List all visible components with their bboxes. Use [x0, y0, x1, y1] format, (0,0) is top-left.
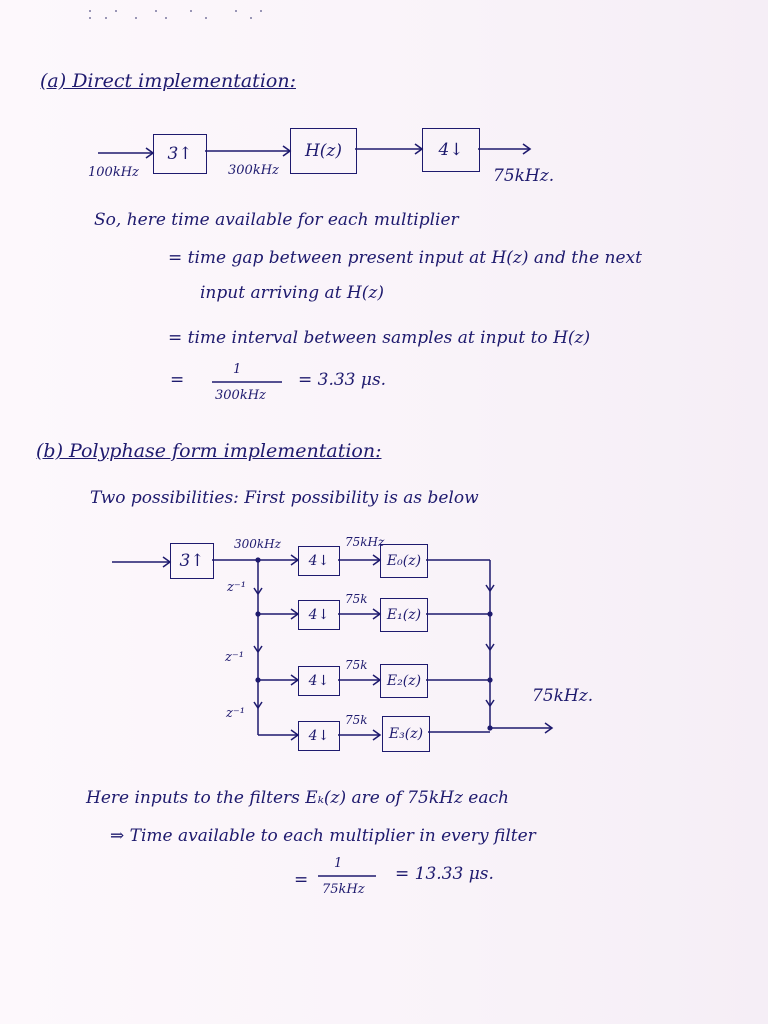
polyphase-output-rate: 75kHz. — [532, 686, 594, 706]
input-rate-label: 100kHz — [88, 165, 139, 180]
part-a-frac-den: 300kHz — [215, 388, 266, 403]
part-b-line3: ⇒ Time available to each multiplier in every filter — [110, 826, 536, 846]
output-rate-label: 75kHz. — [493, 166, 555, 186]
filter-e2: E₂(z) — [380, 664, 428, 698]
part-a-line4: = time interval between samples at input to H(z) — [168, 328, 591, 348]
part-a-line1: So, here time available for each multiplier — [94, 210, 459, 230]
part-a-heading: (a) Direct implementation: — [40, 70, 296, 92]
filter-h-block: H(z) — [290, 128, 357, 174]
filter-e0: E₀(z) — [380, 544, 428, 578]
upsampler-block: 3↑ — [153, 134, 207, 174]
downsampler-2: 4↓ — [298, 666, 340, 696]
mid-rate-label: 300kHz — [228, 163, 279, 178]
downsampler-block: 4↓ — [422, 128, 480, 172]
part-a-result: = 3.33 μs. — [298, 370, 387, 390]
downsampler-0: 4↓ — [298, 546, 340, 576]
part-a-frac-num: 1 — [233, 362, 242, 377]
delay-label-1: z⁻¹ — [227, 580, 246, 595]
rate-75-label-b: 75k — [345, 592, 368, 606]
delay-label-2: z⁻¹ — [225, 650, 244, 665]
part-a-eq-sign: = — [170, 370, 185, 390]
part-b-frac-num: 1 — [334, 856, 343, 871]
part-b-frac-den: 75kHz — [322, 882, 365, 897]
filter-e3: E₃(z) — [382, 716, 430, 752]
filter-e1: E₁(z) — [380, 598, 428, 632]
downsampler-1: 4↓ — [298, 600, 340, 630]
rate-75-label-d: 75k — [345, 713, 368, 727]
rate-300-label: 300kHz — [234, 537, 281, 551]
downsampler-3: 4↓ — [298, 721, 340, 751]
rate-75-label-c: 75k — [345, 658, 368, 672]
part-b-line1: Two possibilities: First possibility is as below — [90, 488, 479, 508]
part-b-heading: (b) Polyphase form implementation: — [36, 440, 382, 462]
part-a-line3: input arriving at H(z) — [200, 283, 384, 303]
part-b-eq-sign: = — [294, 870, 309, 890]
part-a-line2: = time gap between present input at H(z) and the next — [168, 248, 642, 268]
polyphase-upsampler-block: 3↑ — [170, 543, 214, 579]
part-b-line2: Here inputs to the filters Eₖ(z) are of 75kHz each — [86, 788, 509, 808]
rate-75-label-a: 75kHz — [345, 535, 385, 549]
part-b-result: = 13.33 μs. — [395, 864, 494, 884]
delay-label-3: z⁻¹ — [226, 706, 245, 721]
